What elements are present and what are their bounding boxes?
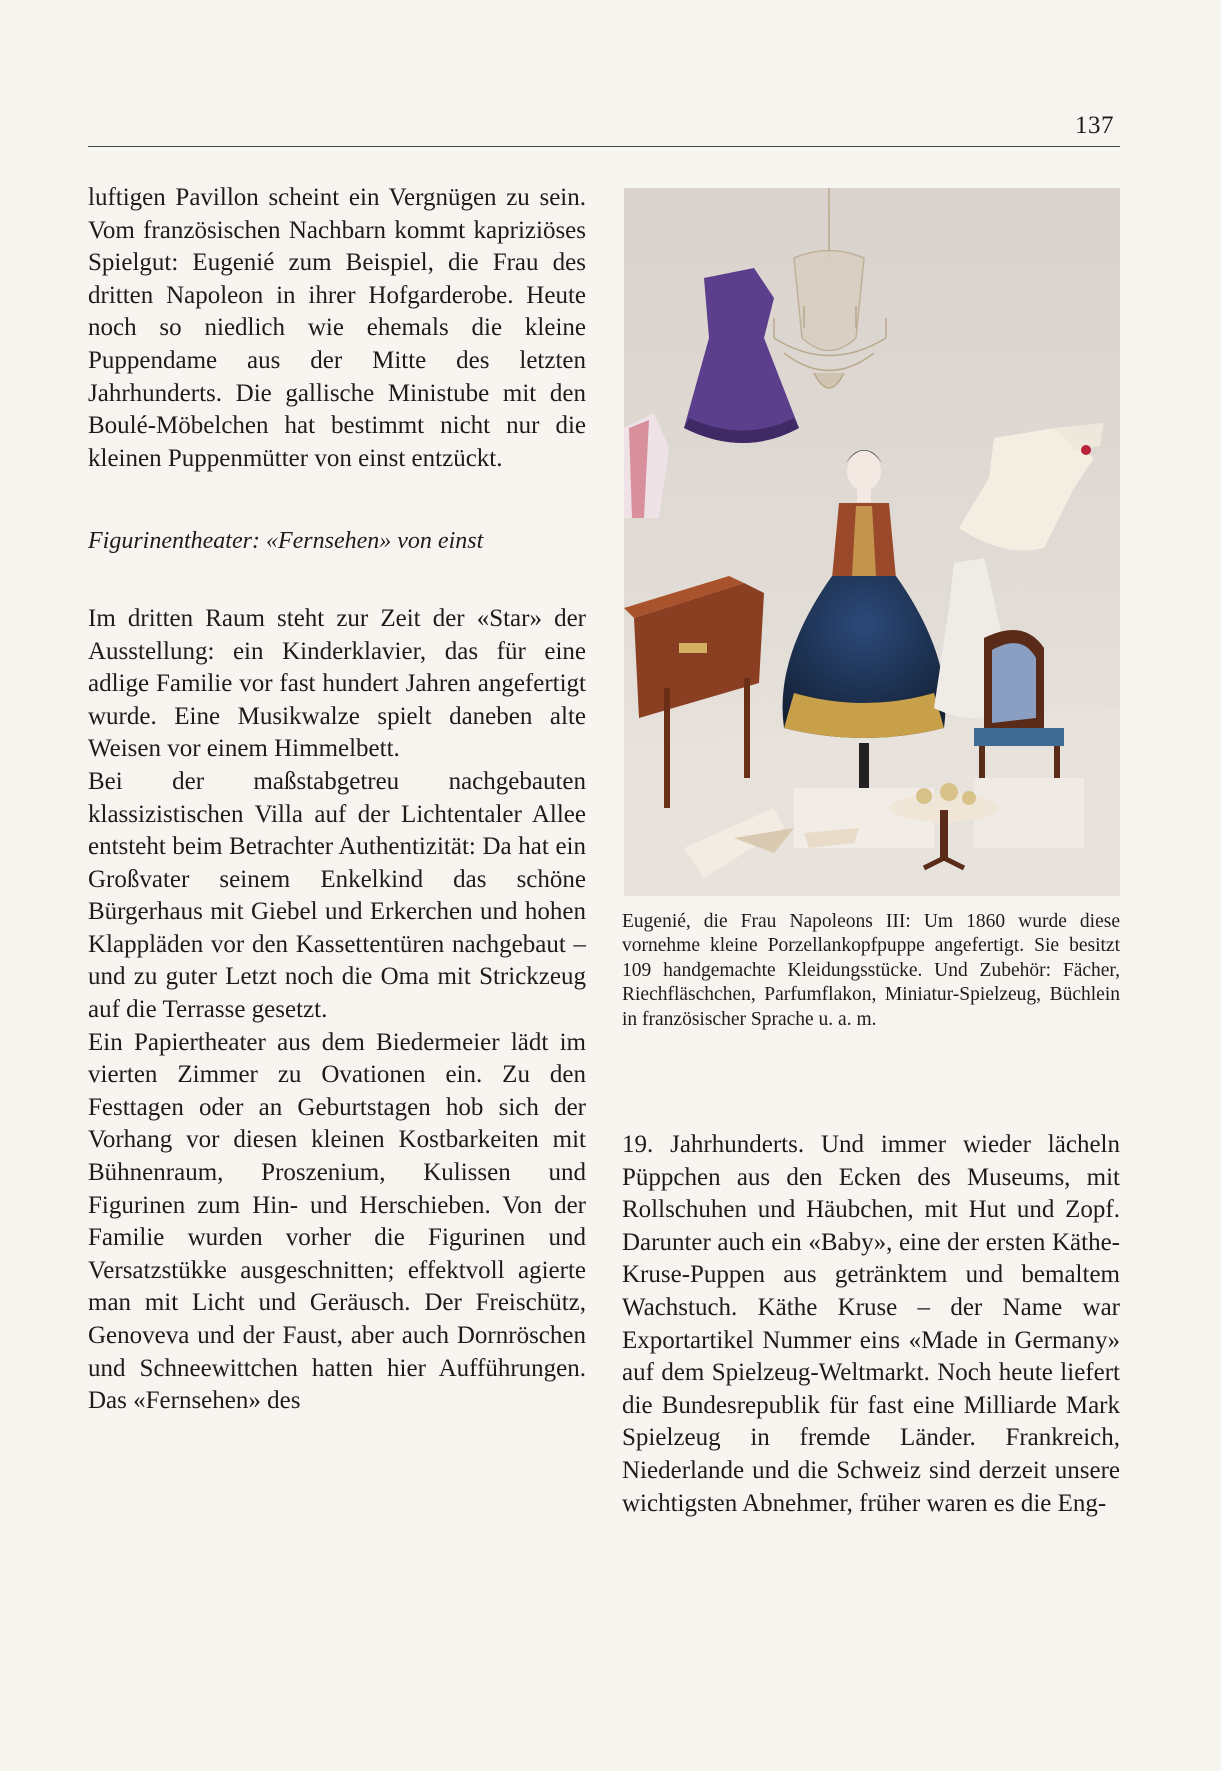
photo-caption: Eugenié, die Frau Napoleons III: Um 1860 wurde diese vornehme kleine Porzellankopfpuppe angefertigt. Sie besitzt 109 handgemachte Kleidungsstücke. Und Zubehör: Fächer, Riechfläschchen, Parfumflakon, Miniatur-Spielzeug, Büchlein in französischer Sprache u. a. m. bbox=[622, 911, 1120, 1030]
body-paragraph: Ein Papiertheater aus dem Biedermeier lädt im vierten Zimmer zu Ovationen ein. Zu den Festtagen oder an Geburtstagen hob sich der Vorhang vor diesen kleinen Kostbarkeiten mit Bühnenraum, Proszenium, Kulissen und Figurinen zum Hin- und Herschieben. Von der Familie wurden vorher die Figurinen und Versatzstükke ausgeschnitten; effektvoll agierte man mit Licht und Geräusch. Der Freischütz, Genoveva und der Faust, aber auch Dornröschen und Schneewittchen hatten hier Aufführungen. Das «Fernsehen» des bbox=[88, 1028, 586, 1415]
body-paragraph: Bei der maßstabgetreu nachgebauten klassizistischen Villa auf der Lichtentaler Allee entsteht beim Betrachter Authentizität: Da hat ein Großvater seinem Enkelkind das schöne Bürgerhaus mit Giebel und Erkerchen und hohen Klappläden vor den Kassettentüren nachgebaut – und zu guter Letzt noch die Oma mit Strickzeug auf die Terrasse gesetzt. bbox=[88, 767, 586, 1024]
header-rule bbox=[88, 146, 1120, 147]
doll-photo-illustration bbox=[624, 188, 1120, 896]
doll-photo bbox=[624, 188, 1120, 896]
body-paragraph: Im dritten Raum steht zur Zeit der «Star» der Ausstellung: ein Kinderklavier, das für eine adlige Familie vor fast hundert Jahren angefertigt wurde. Eine Musikwalze spielt daneben alte Weisen vor einem Himmelbett. bbox=[88, 604, 586, 763]
body-paragraph: luftigen Pavillon scheint ein Vergnügen zu sein. Vom französischen Nachbarn kommt kapriziöses Spielgut: Eugenié zum Beispiel, die Frau des dritten Napoleon in ihrer Hofgarderobe. Heute noch so niedlich wie ehemals die kleine Puppendame aus der Mitte des letzten Jahrhunderts. Die gallische Ministube mit den Boulé-Möbelchen hat bestimmt nicht nur die kleinen Puppenmütter von einst entzückt. bbox=[88, 184, 586, 472]
left-text-column bbox=[88, 182, 586, 1418]
right-text-column bbox=[622, 1129, 1120, 1520]
body-paragraph: 19. Jahrhunderts. Und immer wieder lächeln Püppchen aus den Ecken des Museums, mit Rollschuhen und Häubchen, mit Hut und Zopf. Darunter auch ein «Baby», eine der ersten Käthe-Kruse-Puppen aus getränktem und bemaltem Wachstuch. Käthe Kruse – der Name war Exportartikel Nummer eins «Made in Germany» auf dem Spielzeug-Weltmarkt. Noch heute liefert die Bundesrepublik für fast eine Milliarde Mark Spielzeug in fremde Länder. Frankreich, Niederlande und die Schweiz sind derzeit unsere wichtigsten Abnehmer, früher waren es die Eng- bbox=[622, 1131, 1120, 1517]
section-heading: Figurinentheater: «Fernsehen» von einst bbox=[88, 528, 484, 555]
page-number: 137 bbox=[1075, 112, 1114, 139]
